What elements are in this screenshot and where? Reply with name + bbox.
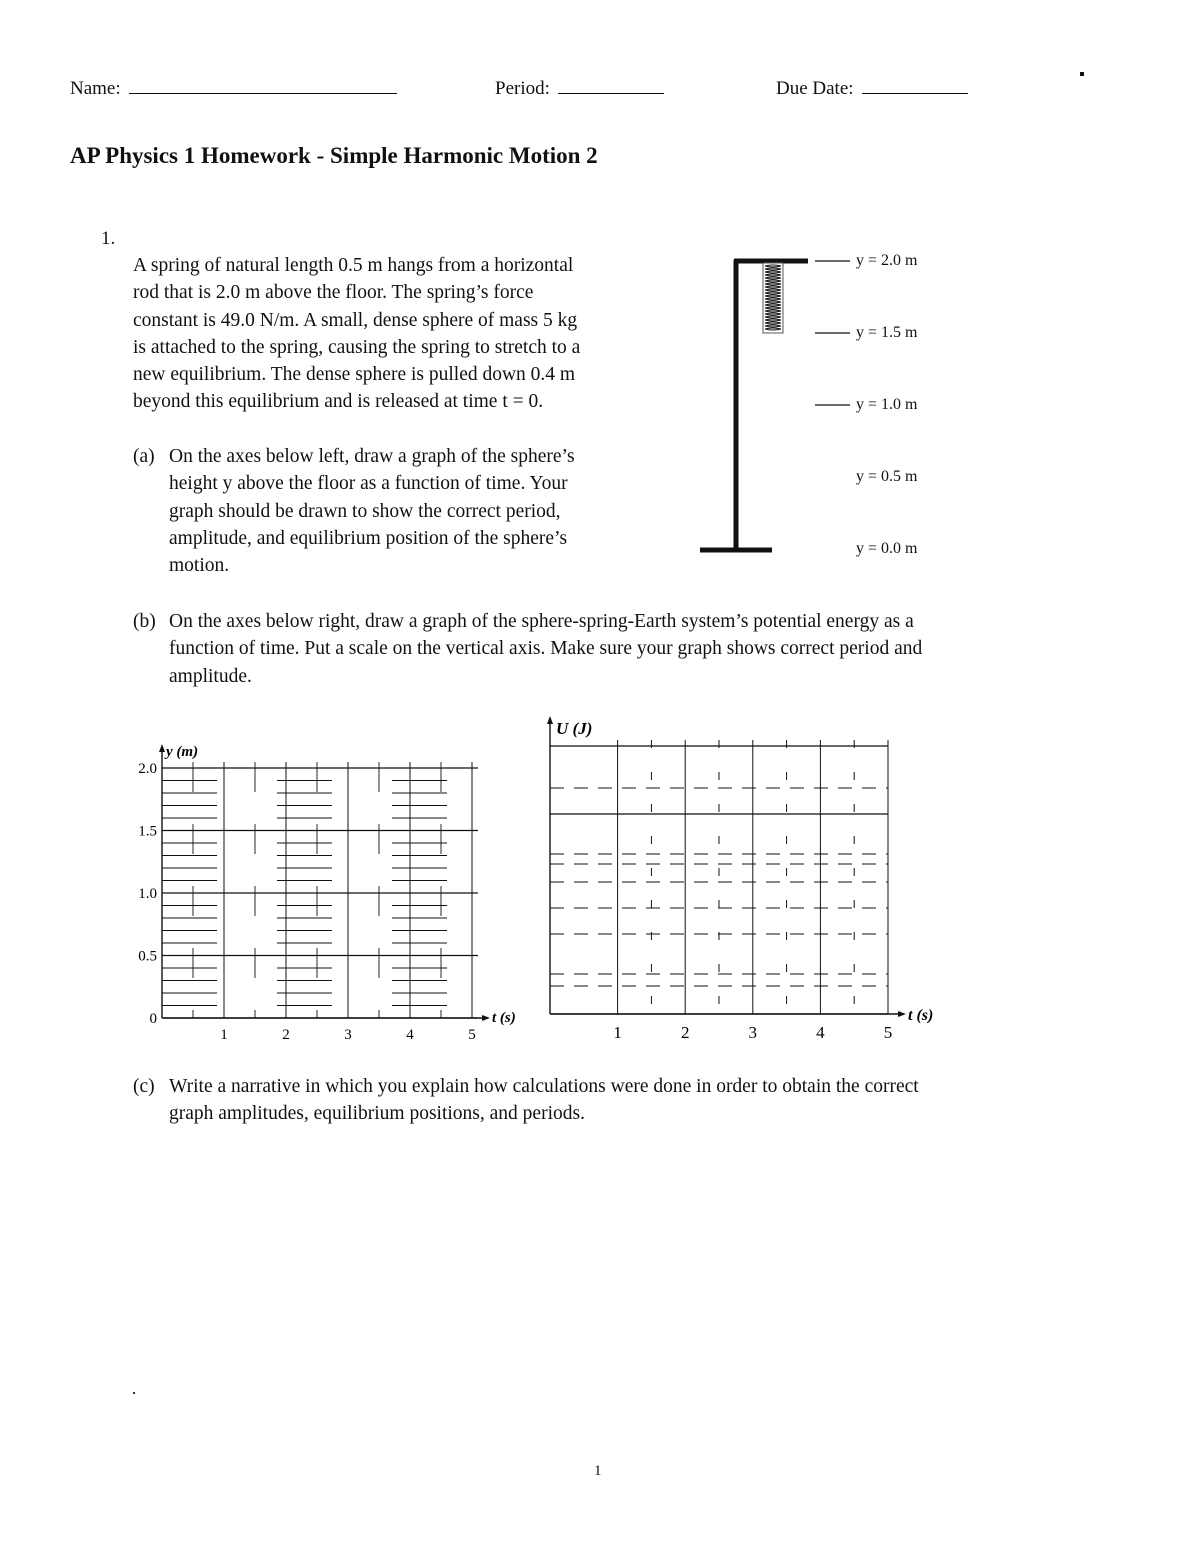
x-tick-label: 2 — [680, 1023, 690, 1042]
height-label-1-5: y = 1.5 m — [856, 324, 918, 341]
part-a-line: graph should be drawn to show the correct period, — [169, 500, 561, 522]
y-axis-arrow-icon — [547, 716, 553, 724]
name-field — [70, 76, 397, 100]
y-tick-label: 2.0 — [138, 761, 157, 777]
name-label: Name: — [70, 78, 121, 99]
page-number: 1 — [594, 1463, 602, 1479]
question-number: 1. — [101, 228, 116, 249]
height-label-0: y = 0.0 m — [856, 540, 918, 557]
part-b-line: amplitude. — [169, 665, 252, 687]
period-label: Period: — [495, 78, 550, 99]
y-axis-label: U (J) — [556, 719, 593, 738]
name-blank — [129, 76, 397, 94]
period-field — [495, 76, 664, 100]
due-date-field — [776, 76, 968, 100]
question-intro — [133, 252, 693, 416]
intro-line: is attached to the spring, causing the spring to stretch to a — [133, 336, 581, 358]
y-tick-label: 0.5 — [138, 948, 157, 965]
y-axis-label: y (m) — [166, 744, 199, 760]
part-a-line: motion. — [169, 555, 230, 577]
height-label-2: y = 2.0 m — [856, 252, 918, 269]
part-c-label: (c) — [133, 1076, 155, 1097]
due-date-blank — [862, 76, 968, 94]
intro-line: A spring of natural length 0.5 m hangs from a horizontal — [133, 255, 574, 276]
answer-area[interactable] — [133, 1140, 1093, 1430]
x-tick-label: 5 — [883, 1023, 893, 1042]
intro-line: new equilibrium. The dense sphere is pulled down 0.4 m — [133, 364, 576, 386]
part-c — [133, 1073, 1133, 1128]
energy-vs-time-chart[interactable] — [540, 708, 960, 1048]
x-tick-label: 3 — [748, 1023, 758, 1042]
part-b-label: (b) — [133, 611, 156, 632]
x-tick-label: 2 — [282, 1027, 290, 1043]
part-a — [133, 443, 693, 579]
x-tick-label: 4 — [816, 1023, 825, 1042]
stray-mark — [133, 1392, 135, 1394]
height-label-1: y = 1.0 m — [856, 396, 918, 413]
height-label-0-5: y = 0.5 m — [856, 468, 918, 485]
x-axis-arrow-icon — [898, 1011, 906, 1017]
x-tick-label: 1 — [220, 1027, 228, 1043]
part-a-line: amplitude, and equilibrium position of the sphere’s — [169, 527, 568, 549]
x-tick-label: 1 — [613, 1023, 622, 1042]
part-b-line: On the axes below right, draw a graph of the sphere-spring-Earth system’s potential energy as a — [169, 611, 914, 632]
part-c-line: Write a narrative in which you explain how calculations were done in order to obtain the correct — [169, 1076, 919, 1097]
part-b — [133, 608, 1133, 690]
y-tick-label: 0 — [149, 1011, 157, 1027]
intro-line: constant is 49.0 N/m. A small, dense sphere of mass 5 kg — [133, 309, 578, 331]
x-axis-arrow-icon — [482, 1015, 490, 1021]
spring-icon — [763, 263, 783, 333]
x-axis-label: t (s) — [492, 1010, 516, 1026]
period-blank — [558, 76, 664, 94]
y-tick-label: 1.5 — [138, 823, 157, 840]
part-a-line: height y above the floor as a function of time. Your — [169, 473, 568, 495]
x-tick-label: 5 — [468, 1027, 476, 1043]
x-axis-label: t (s) — [908, 1007, 934, 1024]
intro-line: beyond this equilibrium and is released at time t = 0. — [133, 391, 544, 413]
part-a-line: On the axes below left, draw a graph of the sphere’s — [169, 446, 575, 467]
part-b-line: function of time. Put a scale on the vertical axis. Make sure your graph shows correct period and — [169, 638, 923, 660]
due-date-label: Due Date: — [776, 78, 854, 99]
y-tick-label: 1.0 — [138, 886, 157, 902]
part-c-line: graph amplitudes, equilibrium positions, and periods. — [169, 1103, 585, 1125]
page-title: AP Physics 1 Homework - Simple Harmonic Motion 2 — [70, 143, 598, 168]
height-vs-time-chart[interactable] — [120, 730, 540, 1050]
part-a-label: (a) — [133, 446, 155, 467]
corner-dot — [1080, 72, 1084, 76]
x-tick-label: 3 — [344, 1027, 352, 1043]
intro-line: rod that is 2.0 m above the floor. The spring’s force — [133, 282, 534, 304]
y-axis-arrow-icon — [159, 744, 165, 752]
x-tick-label: 4 — [406, 1027, 414, 1043]
